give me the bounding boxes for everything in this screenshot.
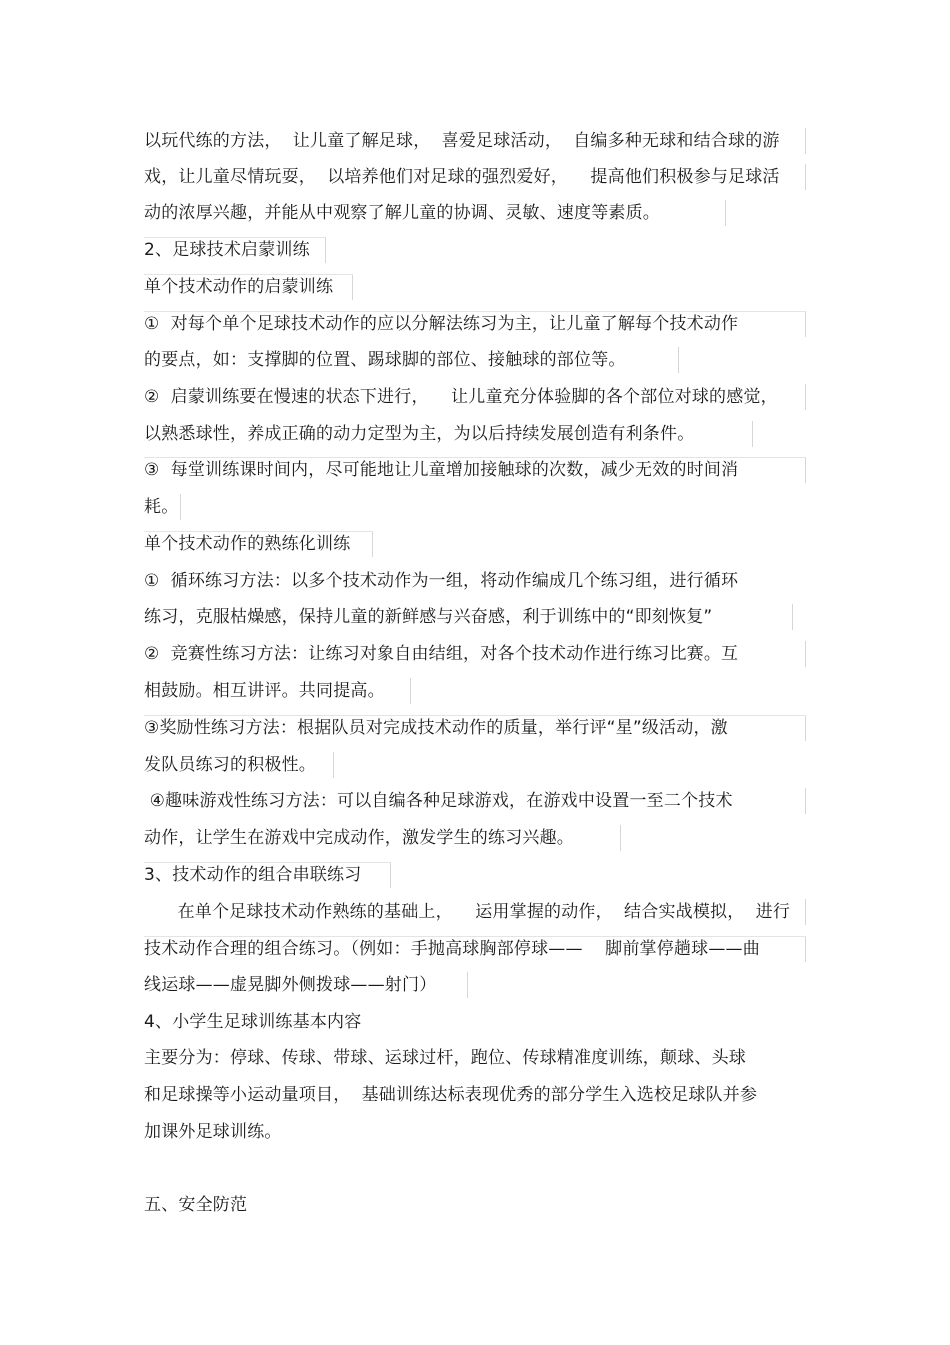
text-line: 相鼓励。相互讲评。共同提高。 bbox=[144, 681, 385, 701]
scan-artifact-line bbox=[805, 899, 806, 925]
scan-artifact-line bbox=[144, 531, 373, 532]
scan-artifact-line bbox=[620, 825, 621, 851]
text-line: ③奖励性练习方法：根据队员对完成技术动作的质量，举行评“星”级活动，激 bbox=[144, 718, 728, 738]
text-line: 技术动作合理的组合练习。（例如：手抛高球胸部停球—— 脚前掌停趟球——曲 bbox=[144, 939, 760, 959]
text-line: ④趣味游戏性练习方法：可以自编各种足球游戏，在游戏中设置一至二个技术 bbox=[144, 791, 733, 811]
scan-artifact-line bbox=[144, 862, 391, 863]
text-line: 动作，让学生在游戏中完成动作，激发学生的练习兴趣。 bbox=[144, 828, 574, 848]
scan-artifact-line bbox=[144, 311, 806, 312]
scan-artifact-line bbox=[144, 936, 806, 937]
scan-artifact-line bbox=[144, 274, 353, 275]
scan-artifact-line bbox=[805, 457, 806, 483]
text-line: ③ 每堂训练课时间内，尽可能地让儿童增加接触球的次数，减少无效的时间消 bbox=[144, 460, 739, 480]
section-heading: 4、小学生足球训练基本内容 bbox=[144, 1012, 362, 1032]
scan-artifact-line bbox=[805, 384, 806, 410]
text-line: 的要点，如：支撑脚的位置、踢球脚的部位、接触球的部位等。 bbox=[144, 350, 626, 370]
text-line: 以玩代练的方法， 让儿童了解足球， 喜爱足球活动， 自编多种无球和结合球的游 bbox=[144, 131, 780, 151]
scan-artifact-line bbox=[805, 128, 806, 154]
text-line: 耗。 bbox=[144, 497, 179, 517]
text-line: ① 循环练习方法：以多个技术动作为一组，将动作编成几个练习组，进行循环 bbox=[144, 571, 739, 591]
scan-artifact-line bbox=[467, 972, 468, 998]
scan-artifact-line bbox=[792, 604, 793, 630]
scan-artifact-line bbox=[805, 788, 806, 814]
scan-artifact-line bbox=[372, 531, 373, 557]
text-line: ② 启蒙训练要在慢速的状态下进行， 让儿童充分体验脚的各个部位对球的感觉， bbox=[144, 387, 778, 407]
section-heading: 2、足球技术启蒙训练 bbox=[144, 240, 310, 260]
scan-artifact-line bbox=[752, 421, 753, 447]
text-line: 加课外足球训练。 bbox=[144, 1122, 282, 1142]
scan-artifact-line bbox=[144, 715, 806, 716]
text-line: 发队员练习的积极性。 bbox=[144, 755, 316, 775]
subsection-heading: 单个技术动作的熟练化训练 bbox=[144, 534, 351, 554]
scan-artifact-line bbox=[144, 457, 806, 458]
scan-artifact-line bbox=[678, 347, 679, 373]
scan-artifact-line bbox=[333, 752, 334, 778]
text-line: 戏，让儿童尽情玩耍， 以培养他们对足球的强烈爱好， 提高他们积极参与足球活 bbox=[144, 167, 780, 187]
chapter-heading: 五、安全防范 bbox=[144, 1195, 248, 1215]
text-line: ② 竞赛性练习方法：让练习对象自由结组，对各个技术动作进行练习比赛。互 bbox=[144, 644, 739, 664]
scan-artifact-line bbox=[805, 715, 806, 741]
scan-artifact-line bbox=[325, 237, 326, 263]
scan-artifact-line bbox=[805, 936, 806, 962]
scan-artifact-line bbox=[805, 641, 806, 667]
text-line: 和足球操等小运动量项目， 基础训练达标表现优秀的部分学生入选校足球队并参 bbox=[144, 1085, 758, 1105]
text-line: 以熟悉球性，养成正确的动力定型为主，为以后持续发展创造有利条件。 bbox=[144, 424, 695, 444]
scan-artifact-line bbox=[144, 237, 326, 238]
scan-artifact-line bbox=[390, 862, 391, 888]
text-line: 在单个足球技术动作熟练的基础上， 运用掌握的动作， 结合实战模拟， 进行 bbox=[144, 902, 791, 922]
text-line: 线运球——虚晃脚外侧拨球——射门） bbox=[144, 975, 437, 995]
text-line: 主要分为：停球、传球、带球、运球过杆，跑位、传球精准度训练，颠球、头球 bbox=[144, 1048, 746, 1068]
scan-artifact-line bbox=[410, 678, 411, 704]
scan-artifact-line bbox=[725, 200, 726, 226]
scan-artifact-line bbox=[805, 311, 806, 337]
scan-artifact-line bbox=[352, 274, 353, 300]
text-line: ① 对每个单个足球技术动作的应以分解法练习为主，让儿童了解每个技术动作 bbox=[144, 314, 739, 334]
subsection-heading: 单个技术动作的启蒙训练 bbox=[144, 277, 334, 297]
scan-artifact-line bbox=[805, 164, 806, 190]
scan-artifact-line bbox=[180, 494, 181, 520]
text-line: 动的浓厚兴趣，并能从中观察了解儿童的协调、灵敏、速度等素质。 bbox=[144, 203, 660, 223]
text-line: 练习，克服枯燥感，保持儿童的新鲜感与兴奋感，利于训练中的“即刻恢复” bbox=[144, 607, 713, 627]
section-heading: 3、技术动作的组合串联练习 bbox=[144, 865, 362, 885]
